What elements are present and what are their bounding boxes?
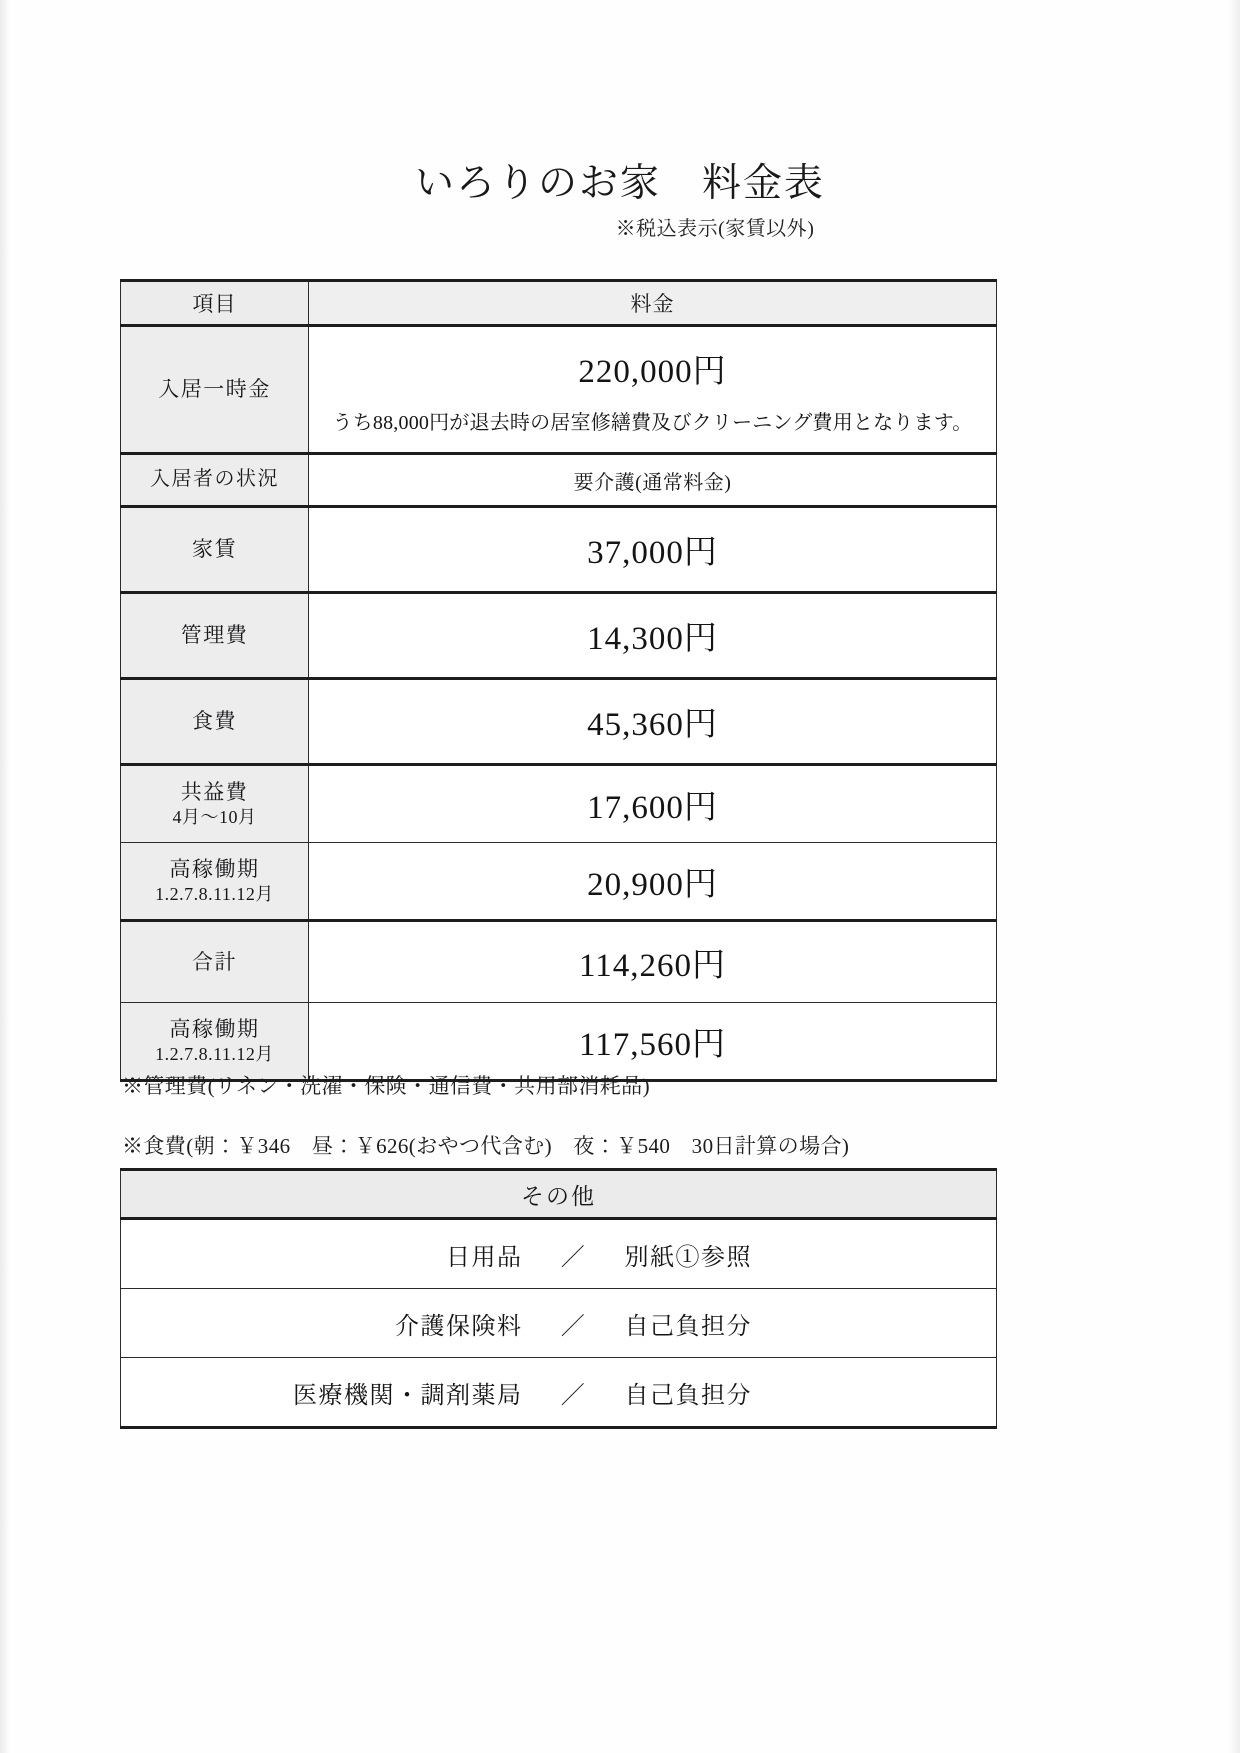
other-table (120, 1168, 997, 1429)
other-separator-0: ／ (560, 1244, 587, 1271)
row-value-meal (309, 679, 997, 765)
other-table-container (120, 1168, 997, 1429)
row-value-management (309, 593, 997, 679)
other-label-1: 介護保険料 (395, 1313, 523, 1340)
fee-table (120, 279, 997, 1082)
other-value-0: 別紙①参照 (624, 1244, 752, 1271)
other-row-cell-0 (121, 1219, 997, 1289)
other-row-cell-1 (121, 1289, 997, 1358)
fee-table-container (120, 279, 997, 1082)
row-value-status (309, 454, 997, 507)
table-header-row (121, 281, 997, 326)
total-peak-label-period: 1.2.7.8.11.12月 (155, 1043, 274, 1064)
row-value-total (309, 921, 997, 1003)
other-row-cell-2 (121, 1358, 997, 1428)
deposit-note: うち88,000円が退去時の居室修繕費及びクリーニング費用となります。 (332, 411, 973, 434)
table-row (121, 765, 997, 843)
row-label-rent: 家賃 (121, 507, 309, 593)
meal-amount: 45,360円 (587, 707, 718, 743)
header-item: 項目 (121, 281, 309, 326)
table-row (121, 1289, 997, 1358)
other-separator-2: ／ (560, 1382, 587, 1409)
deposit-amount: 220,000円 (578, 353, 727, 390)
table-row (121, 921, 997, 1003)
management-amount: 14,300円 (587, 621, 718, 657)
table-row (121, 326, 997, 454)
row-label-total: 合計 (121, 921, 309, 1003)
row-label-status: 入居者の状況 (121, 454, 309, 507)
scan-edge-left (0, 0, 10, 1753)
table-row (121, 679, 997, 765)
tax-notice: ※税込表示(家賃以外) (615, 218, 815, 240)
other-label-2: 医療機関・調剤薬局 (293, 1382, 523, 1409)
footnote-meal: ※食費(朝：￥346 昼：￥626(おやつ代含む) 夜：￥540 30日計算の場合) (122, 1134, 850, 1158)
status-value: 要介護(通常料金) (573, 471, 732, 494)
total-peak-amount: 117,560円 (578, 1026, 727, 1063)
total-peak-label-main: 高稼働期 (169, 1017, 260, 1042)
table-row (121, 843, 997, 921)
other-value-2: 自己負担分 (624, 1382, 752, 1409)
scan-edge-right (1228, 0, 1240, 1753)
common-label-main: 共益費 (180, 780, 249, 805)
row-value-rent (309, 507, 997, 593)
common-peak-label-main: 高稼働期 (169, 857, 260, 882)
row-label-common (121, 765, 309, 843)
row-label-deposit: 入居一時金 (121, 326, 309, 454)
table-row (121, 1003, 997, 1081)
row-label-total-peak (121, 1003, 309, 1081)
row-value-common-peak (309, 843, 997, 921)
other-value-1: 自己負担分 (624, 1313, 752, 1340)
other-separator-1: ／ (560, 1313, 587, 1340)
table-row (121, 454, 997, 507)
other-header: その他 (121, 1170, 997, 1219)
row-label-common-peak (121, 843, 309, 921)
table-row (121, 1358, 997, 1428)
table-row (121, 593, 997, 679)
common-amount: 17,600円 (587, 789, 718, 826)
footnote-management: ※管理費(リネン・洗濯・保険・通信費・共用部消耗品) (122, 1074, 650, 1098)
common-peak-amount: 20,900円 (587, 866, 718, 903)
table-row (121, 1219, 997, 1289)
row-value-total-peak (309, 1003, 997, 1081)
total-amount: 114,260円 (578, 947, 727, 984)
header-fee: 料金 (309, 281, 997, 326)
row-value-common (309, 765, 997, 843)
rent-amount: 37,000円 (587, 535, 718, 571)
page-title: いろりのお家 料金表 (414, 162, 825, 205)
row-label-management: 管理費 (121, 593, 309, 679)
common-label-period: 4月〜10月 (172, 806, 257, 827)
row-label-meal: 食費 (121, 679, 309, 765)
row-value-deposit (309, 326, 997, 454)
other-label-0: 日用品 (446, 1244, 523, 1271)
other-header-row (121, 1170, 997, 1219)
table-row (121, 507, 997, 593)
common-peak-label-period: 1.2.7.8.11.12月 (155, 883, 274, 904)
